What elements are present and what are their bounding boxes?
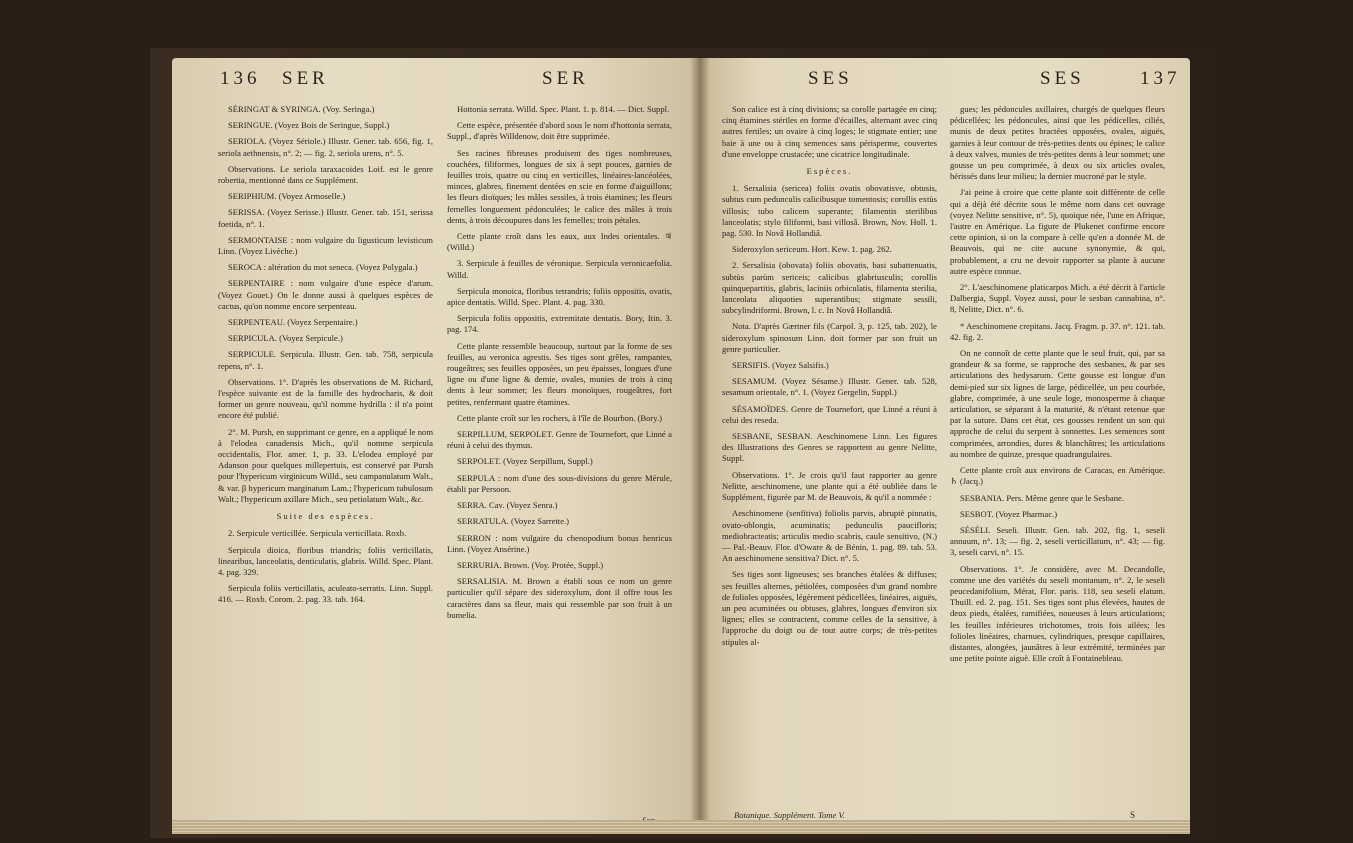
paragraph: Observations. Le seriola taraxacoides Loif. est le genre robertia, mentionné dans ce Supplément. xyxy=(218,163,433,186)
paragraph: Serpicula dioica, floribus triandris; foliis verticillatis, linearibus, lanceolatis, denticulatis, glabris. Willd. Spec. Plant. 4. pag. 329. xyxy=(218,544,434,577)
paragraph: SERMONTAISE : nom vulgaire du ligusticum levisticum Linn. (Voyez Livèche.) xyxy=(218,234,433,257)
paragraph: SESBANE, SESBAN. Aeschinomene Linn. Les figures des Illustrations des Genres se rapportent au genre Nelitte, Suppl. xyxy=(722,431,937,464)
paragraph: SERPOLET. (Voyez Serpillum, Suppl.) xyxy=(457,456,593,467)
paragraph: SERRURIA. Brown. (Voy. Protée, Suppl.) xyxy=(457,559,604,570)
paragraph: SERIPHIUM. (Voyez Armoselle.) xyxy=(228,191,346,202)
left-page xyxy=(172,58,700,833)
paragraph: gues; les pédoncules axillaires, chargés de quelques fleurs pédicellées; les pédoncules, ainsi que les pédicelles, ciliés, munis de deux petites bractées opposées, ovales, aiguës, garnies à leur contour de très-petites dents ou épines; le calice à deux valves, munies de très-petites dents à leur sommet; une gousse un peu comprimée, à deux ou six articles ovales, hérissés dans leur milieu; la dernier mucroné par le style. xyxy=(950,104,1165,182)
paragraph: J'ai peine à croire que cette plante soit différente de celle qui a déjà été décrite sous le même nom dans cet ouvrage (voyez Nelitte sensitive, n°. 5), quoique née, l'une en Afrique, l'autre en Amérique. La figure de Plukenet confirme encore cette opinion, si on la compare à celle qu'en a donnée M. de Beauvois, qui ne cite aucune synonymie, & qui, probablement, a cru ne devoir rapporter sa plante à aucune autre espèce connue. xyxy=(950,187,1165,276)
paragraph: Serpicula foliis oppositis, extremitate dentatis. Bory, Itin. 3. pag. 174. xyxy=(447,313,672,335)
paragraph: Espèces. xyxy=(806,166,853,177)
paragraph: 2. Sersalisia (obovata) foliis obovatis, basi subattenuatis, subtùs parùm sericeis; calicibus glabriusculis; corollis quinquepartitis, glabris, laciniis orbiculatis, filamenta sterilia, lanceolata aliquoties superantibus; stigmate sessili, subcylindriformi. Brown, l. c. In Novâ Hollandiâ. xyxy=(722,260,937,316)
paragraph: SERSIFIS. (Voyez Salsifis.) xyxy=(732,360,829,371)
running-head-right: SER xyxy=(542,68,589,89)
paragraph: On ne connoît de cette plante que le seul fruit, qui, par sa grandeur & sa forme, se rapproche des sesbanes, & par ses articulations des hedysarum. Cette gousse est longue d'un demi-pied sur six lignes de large, pédicellée, un peu courbée, glabre, comprimée, à une seule loge, monosperme à chaque articulation, se séparant à la maturité, & n'étant retenue que par la suture. Dans cet état, ces gousses rendent un son qui approche de celui du serpent à sonnettes. Les semences sont comprimées, arrondies, dures & blanchâtres; les articulations au nombre de quinze, presque quadrangulaires. xyxy=(950,348,1165,459)
paragraph: Serpicula foliis verticillatis, aculeato-serratis. Linn. Suppl. 416. — Roxb. Corom. 2. pag. 33. tab. 164. xyxy=(218,583,433,605)
paragraph: SÉRINGAT & SYRINGA. (Voy. Seringa.) xyxy=(228,104,375,114)
paragraph: SERPILLUM, SERPOLET. Genre de Tournefort, que Linné a réuni à celui des thymus. xyxy=(447,429,672,451)
paragraph: 2°. M. Pursh, en supprimant ce genre, en a appliqué le nom à l'elodea canadensis Mich., qu'il nomme serpicula occidentalis, Flor. amer. 1, p. 33. L'elodea employé par Adanson pour quelques millepertuis, est conservé par Pursh pour l'hypericum virginicum Willd., seu campanulatum Walt., & var. β hypericum marginatum Lam.; l'hypericum tubulosum Walt.; l'hypericum axillare Mich., seu petiolatum Walt., &c. xyxy=(218,426,433,504)
paragraph: SERPENTEAU. (Voyez Serpentaire.) xyxy=(228,317,358,328)
paragraph: * Aeschinomene crepitans. Jacq. Fragm. p. 37. n°. 121. tab. 42. fig. 2. xyxy=(950,320,1165,342)
paragraph: SERRA. Cav. (Voyez Senra.) xyxy=(457,500,558,511)
right-page-column-2 xyxy=(950,104,1165,669)
paragraph: SERINGUE. (Voyez Bois de Seringue, Suppl.) xyxy=(228,120,390,131)
paragraph: Son calice est à cinq divisions; sa corolle partagée en cinq; cinq étamines stériles en forme d'écailles, alternant avec cinq autres fertiles; un ovaire à cinq loges; le stigmate entier; une baie à une ou à cinq semences sans périsperme, couvertes d'une enveloppe crustacée; une cicatrice longitudinale. xyxy=(722,104,937,159)
page-footer: Botanique. Supplément. Tome V. xyxy=(734,810,845,820)
paragraph: 1. Sersalisia (sericea) foliis ovatis obovatisve, obtusis, subtus cum pedunculis calicibusque tomentosis; corollis extùs villosis; tubo calicem superante; filamentis sterilibus lanceolatis; stylo filiformi, basi villosâ. Brown, Nov. Holl. 1. pag. 530. In Novâ Hollandiâ. xyxy=(722,183,937,239)
paragraph: SERSALISIA. M. Brown a établi sous ce nom un genre particulier qu'il sépare des sideroxylum, dont il offre tous les caractères dans sa fleur, mais qui ressemble par son fruit à un bumelia. xyxy=(447,576,672,620)
page-number-left: 136 xyxy=(220,68,261,89)
paragraph: Cette plante croît aux environs de Caracas, en Amérique. ♄ (Jacq.) xyxy=(950,465,1165,487)
paragraph: Suite des espèces. xyxy=(276,511,375,522)
right-page-column-1 xyxy=(722,104,937,653)
paragraph: Observations. 1°. D'après les observations de M. Richard, l'espèce suivante est de la famille des hydrocharis, & doit former un genre nouveau, qu'il nomme hydrilla : il n'a point encore été publié. xyxy=(218,376,433,421)
paragraph: SERPULA : nom d'une des sous-divisions du genre Mérule, établi par Persoon. xyxy=(447,472,672,494)
paragraph: Observations. 1°. Je crois qu'il faut rapporter au genre Nelitte, aeschinomene, une plante qui a été oubliée dans le Supplément, figurée par M. de Beauvois, & qu'il a nommée : xyxy=(722,469,937,503)
paragraph: SÉSÉLI. Seseli. Illustr. Gen. tab. 202, fig. 1, seseli annuum, n°. 13; — fig. 2, seseli verticillatum, n°. 43; — fig. 3, seseli carvi, n°. 15. xyxy=(950,524,1165,558)
paragraph: SESBOT. (Voyez Pharmac.) xyxy=(960,508,1058,519)
left-page-column-2 xyxy=(447,104,672,626)
paragraph: 2. Serpicule verticillée. Serpicula verticillata. Roxb. xyxy=(228,528,407,539)
paragraph: Observations. 1°. Je considère, avec M. Decandolle, comme une des variétés du seseli montanum, n°. 2, le seseli peucedanifolium, Mérat, Flor. paris. 118, seu seseli elatum. Thuill. ed. 2. pag. 151. Ses tiges sont plus élevées, hautes de deux pieds, étalées, ramifiées, noueuses à leurs articulations; les feuilles inférieures trichotomes, trois fois ailées; les folioles linéaires, charnues, cylindriques, presque capillaires, distantes, alongées, jaunâtres à leur extrémité, terminées par une petite pointe aiguë. Elle croît à Fontainebleau. xyxy=(950,563,1165,664)
paragraph: SERRON : nom vulgaire du chenopodium bonus henricus Linn. (Voyez Ansérine.) xyxy=(447,532,672,554)
paragraph: SÉSAMOÏDES. Genre de Tournefort, que Linné a réuni à celui des reseda. xyxy=(722,403,937,425)
running-head-left: SES xyxy=(808,68,853,89)
paragraph: Cette plante croît sur les rochers, à l'île de Bourbon. (Bory.) xyxy=(457,412,663,423)
paragraph: 2°. L'aeschinomene platicarpos Mich. a été décrit à l'article Dalbergia, Suppl. Voyez aussi, pour le sesban cannabina, n°. 8, Nelitte, Dict. n°. 6. xyxy=(950,282,1165,315)
paragraph: SERPICULE. Serpicula. Illustr. Gen. tab. 758, serpicula repens, n°. 1. xyxy=(218,349,433,371)
paragraph: Serpicula monoica, floribus tetrandris; foliis oppositis, ovatis, apice dentatis. Willd. Spec. Plant. 4. pag. 330. xyxy=(447,285,672,308)
paragraph: Cette espèce, présentée d'abord sous le nom d'hottonia serrata, Suppl., d'après Willdenow, doit être supprimée. xyxy=(447,120,672,142)
left-page-column-1 xyxy=(218,104,433,611)
right-page xyxy=(700,58,1190,833)
page-edges xyxy=(172,820,1190,834)
paragraph: SERPENTAIRE : nom vulgaire d'une espèce d'arum. (Voyez Gouet.) On le donne aussi à quelques espèces de cactus, qu'on nomme encore serpenteau. xyxy=(218,278,433,311)
paragraph: SESBANIA. Pers. Même genre que le Sesbane. xyxy=(960,492,1124,503)
book-gutter xyxy=(690,58,710,833)
signature-mark: S xyxy=(1130,810,1136,820)
running-head-right: SES xyxy=(1040,68,1085,89)
paragraph: Nota. D'après Gærtner fils (Carpol. 3, p. 125, tab. 202), le sideroxylum spinosum Linn. doit former par son fruit un genre particulier. xyxy=(722,321,937,354)
running-head-left: SER xyxy=(282,68,329,89)
paragraph: 3. Serpicule à feuilles de véronique. Serpicula veronicaefolia. Willd. xyxy=(447,258,672,280)
paragraph: SEROCA : altération du mot seneca. (Voyez Polygala.) xyxy=(228,262,418,273)
paragraph: Cette plante croît dans les eaux, aux Indes orientales. ♃ (Willd.) xyxy=(447,231,672,253)
paragraph: SERRATULA. (Voyez Sarrette.) xyxy=(457,516,570,527)
paragraph: Aeschinomene (senfitiva) foliolis parvis, abruptè pinnatis, ovato-oblongis, acuminatis; pedunculis paucifloris; mediobracteatis; articulis medio scabris, caule sensitivo, (N.) — Pal.-Beauv. Flor. d'Oware & de Bénin, 1. pag. 89. tab. 53. An aeschinomene sensitiva? Dict. n°. 5. xyxy=(722,508,937,564)
paragraph: SERISSA. (Voyez Serisse.) Illustr. Gener. tab. 151, serissa foetida, n°. 1. xyxy=(218,207,433,229)
paragraph: Ses racines fibreuses produisent des tiges nombreuses, couchées, filiformes, longues de six à sept pouces, garnies de feuilles trois, quatre ou cinq en verticilles, linéaires-lancéolées, minces, glabres, finement dentées en scie en forme d'aiguillons; les fleurs dioïques; les mâles sessiles, à trois étamines; les fleurs femelles longuement pédonculées; le calice des mâles à trois dents, à trois découpures dans les femelles; trois pétales. xyxy=(447,147,672,225)
paragraph: SERIOLA. (Voyez Sériole.) Illustr. Gener. tab. 656, fig. 1, seriola aethnensis, n°. 2; — fig. 2, seriola urens, n°. 5. xyxy=(218,136,433,158)
paragraph: Sideroxylon sericeum. Hort. Kew. 1. pag. 262. xyxy=(732,244,892,255)
paragraph: Cette plante ressemble beaucoup, surtout par la forme de ses feuilles, au veronica agrestis. Ses tiges sont grêles, rampantes, rougeâtres; ses feuilles opposées, un peu épaisses, longues d'une ligne ou d'une ligne & demie, ovales, munies de trois à cinq dents à leur sommet; les fleurs monoïques, rougeâtres, fort petites, renfermant quatre étamines. xyxy=(447,340,672,407)
paragraph: Ses tiges sont ligneuses; ses branches étalées & diffuses; ses feuilles alternes, pétiolées, composées d'un grand nombre de folioles opposées, légèrement pédicellées, linéaires, aiguës, un peu acuminées ou obtuses, glabres, longues d'environ six lignes; elles se contractent, comme celles de la sensitive, à l'approche du doigt ou de tout autre corps; de très-petites stipules al- xyxy=(722,569,937,647)
paragraph: SERPICULA. (Voyez Serpicule.) xyxy=(228,333,343,344)
page-number-right: 137 xyxy=(1140,68,1181,89)
paragraph: Hottonia serrata. Willd. Spec. Plant. 1. p. 814. — Dict. Suppl. xyxy=(457,104,670,114)
paragraph: SESAMUM. (Voyez Sésame.) Illustr. Gener. tab. 528, sesamum orientale, n°. 1. (Voyez Gergelin, Suppl.) xyxy=(722,376,937,398)
